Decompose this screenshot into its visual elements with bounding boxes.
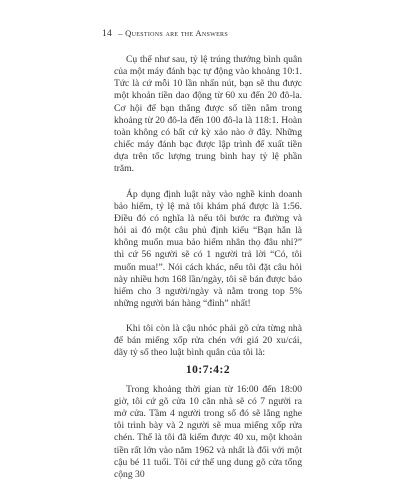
body-text bbox=[114, 54, 302, 494]
paragraph-insurance: Áp dụng định luật này vào nghề kinh doanh bảo hiểm, tỷ lệ mà tôi khám phá được là 1:56. Điều đó có nghĩa là nếu tôi bước ra đường và hỏi ai đó một câu phủ định kiểu “Bạn hẳn là không muốn mua bảo hiểm nhân thọ đâu nhỉ?” thì cứ 56 người sẽ có 1 người trả lời “Có, tôi muốn mua!”. Nói cách khác, nếu tôi đặt câu hỏi này nhiều hơn 168 lần/ngày, tôi sẽ bán được bảo hiểm cho 3 người/ngày và nằm trong top 5% những người bán hàng “đỉnh” nhất! bbox=[114, 188, 302, 309]
page-number: 14 bbox=[102, 29, 112, 39]
ratio-sequence: 10:7:4:2 bbox=[185, 363, 231, 376]
paragraph-sponge-intro: Khi tôi còn là cậu nhóc phải gõ cửa từng nhà để bán miếng xốp rửa chén với giá 20 xu/cái, dãy tỷ số theo luật bình quân của tôi là: bbox=[114, 323, 302, 359]
paragraph-door-knocking: Trong khoảng thời gian từ 16:00 đến 18:00 giờ, tôi cứ gõ cửa 10 căn nhà sẽ có 7 người ra mở cửa. Tầm 4 người trong số đó sẽ lắng nghe tôi trình bày và 2 người sẽ mua miếng xốp rửa chén. Thế là tôi đã kiếm được 40 xu, một khoản tiền rất lớn vào năm 1962 và nhất là đối với một cậu bé 11 tuổi. Tôi cứ thế ung dung gõ cửa tổng cộng 30 bbox=[114, 383, 302, 480]
header-separator: – bbox=[115, 28, 126, 38]
running-title: Questions are the Answers bbox=[125, 28, 228, 38]
paragraph-slot-machine: Cụ thể như sau, tỷ lệ trúng thưởng bình quân của một máy đánh bạc tự động vào khoảng 10:1. Tức là cứ mỗi 10 lần nhấn nút, bạn sẽ thu được một khoản tiền dao động từ 60 xu đến 20 đô-la. Cơ hội để bạn thắng được số tiền nằm trong khoảng từ 20 đô-la đến 100 đô-la là 118:1. Hoàn toàn không có bất cứ kỳ xảo nào ở đây. Những chiếc máy đánh bạc được lập trình để xuất tiền dựa trên tốc lượng trung bình hay tỷ lệ phần trăm. bbox=[114, 54, 302, 175]
page-header bbox=[102, 28, 228, 39]
